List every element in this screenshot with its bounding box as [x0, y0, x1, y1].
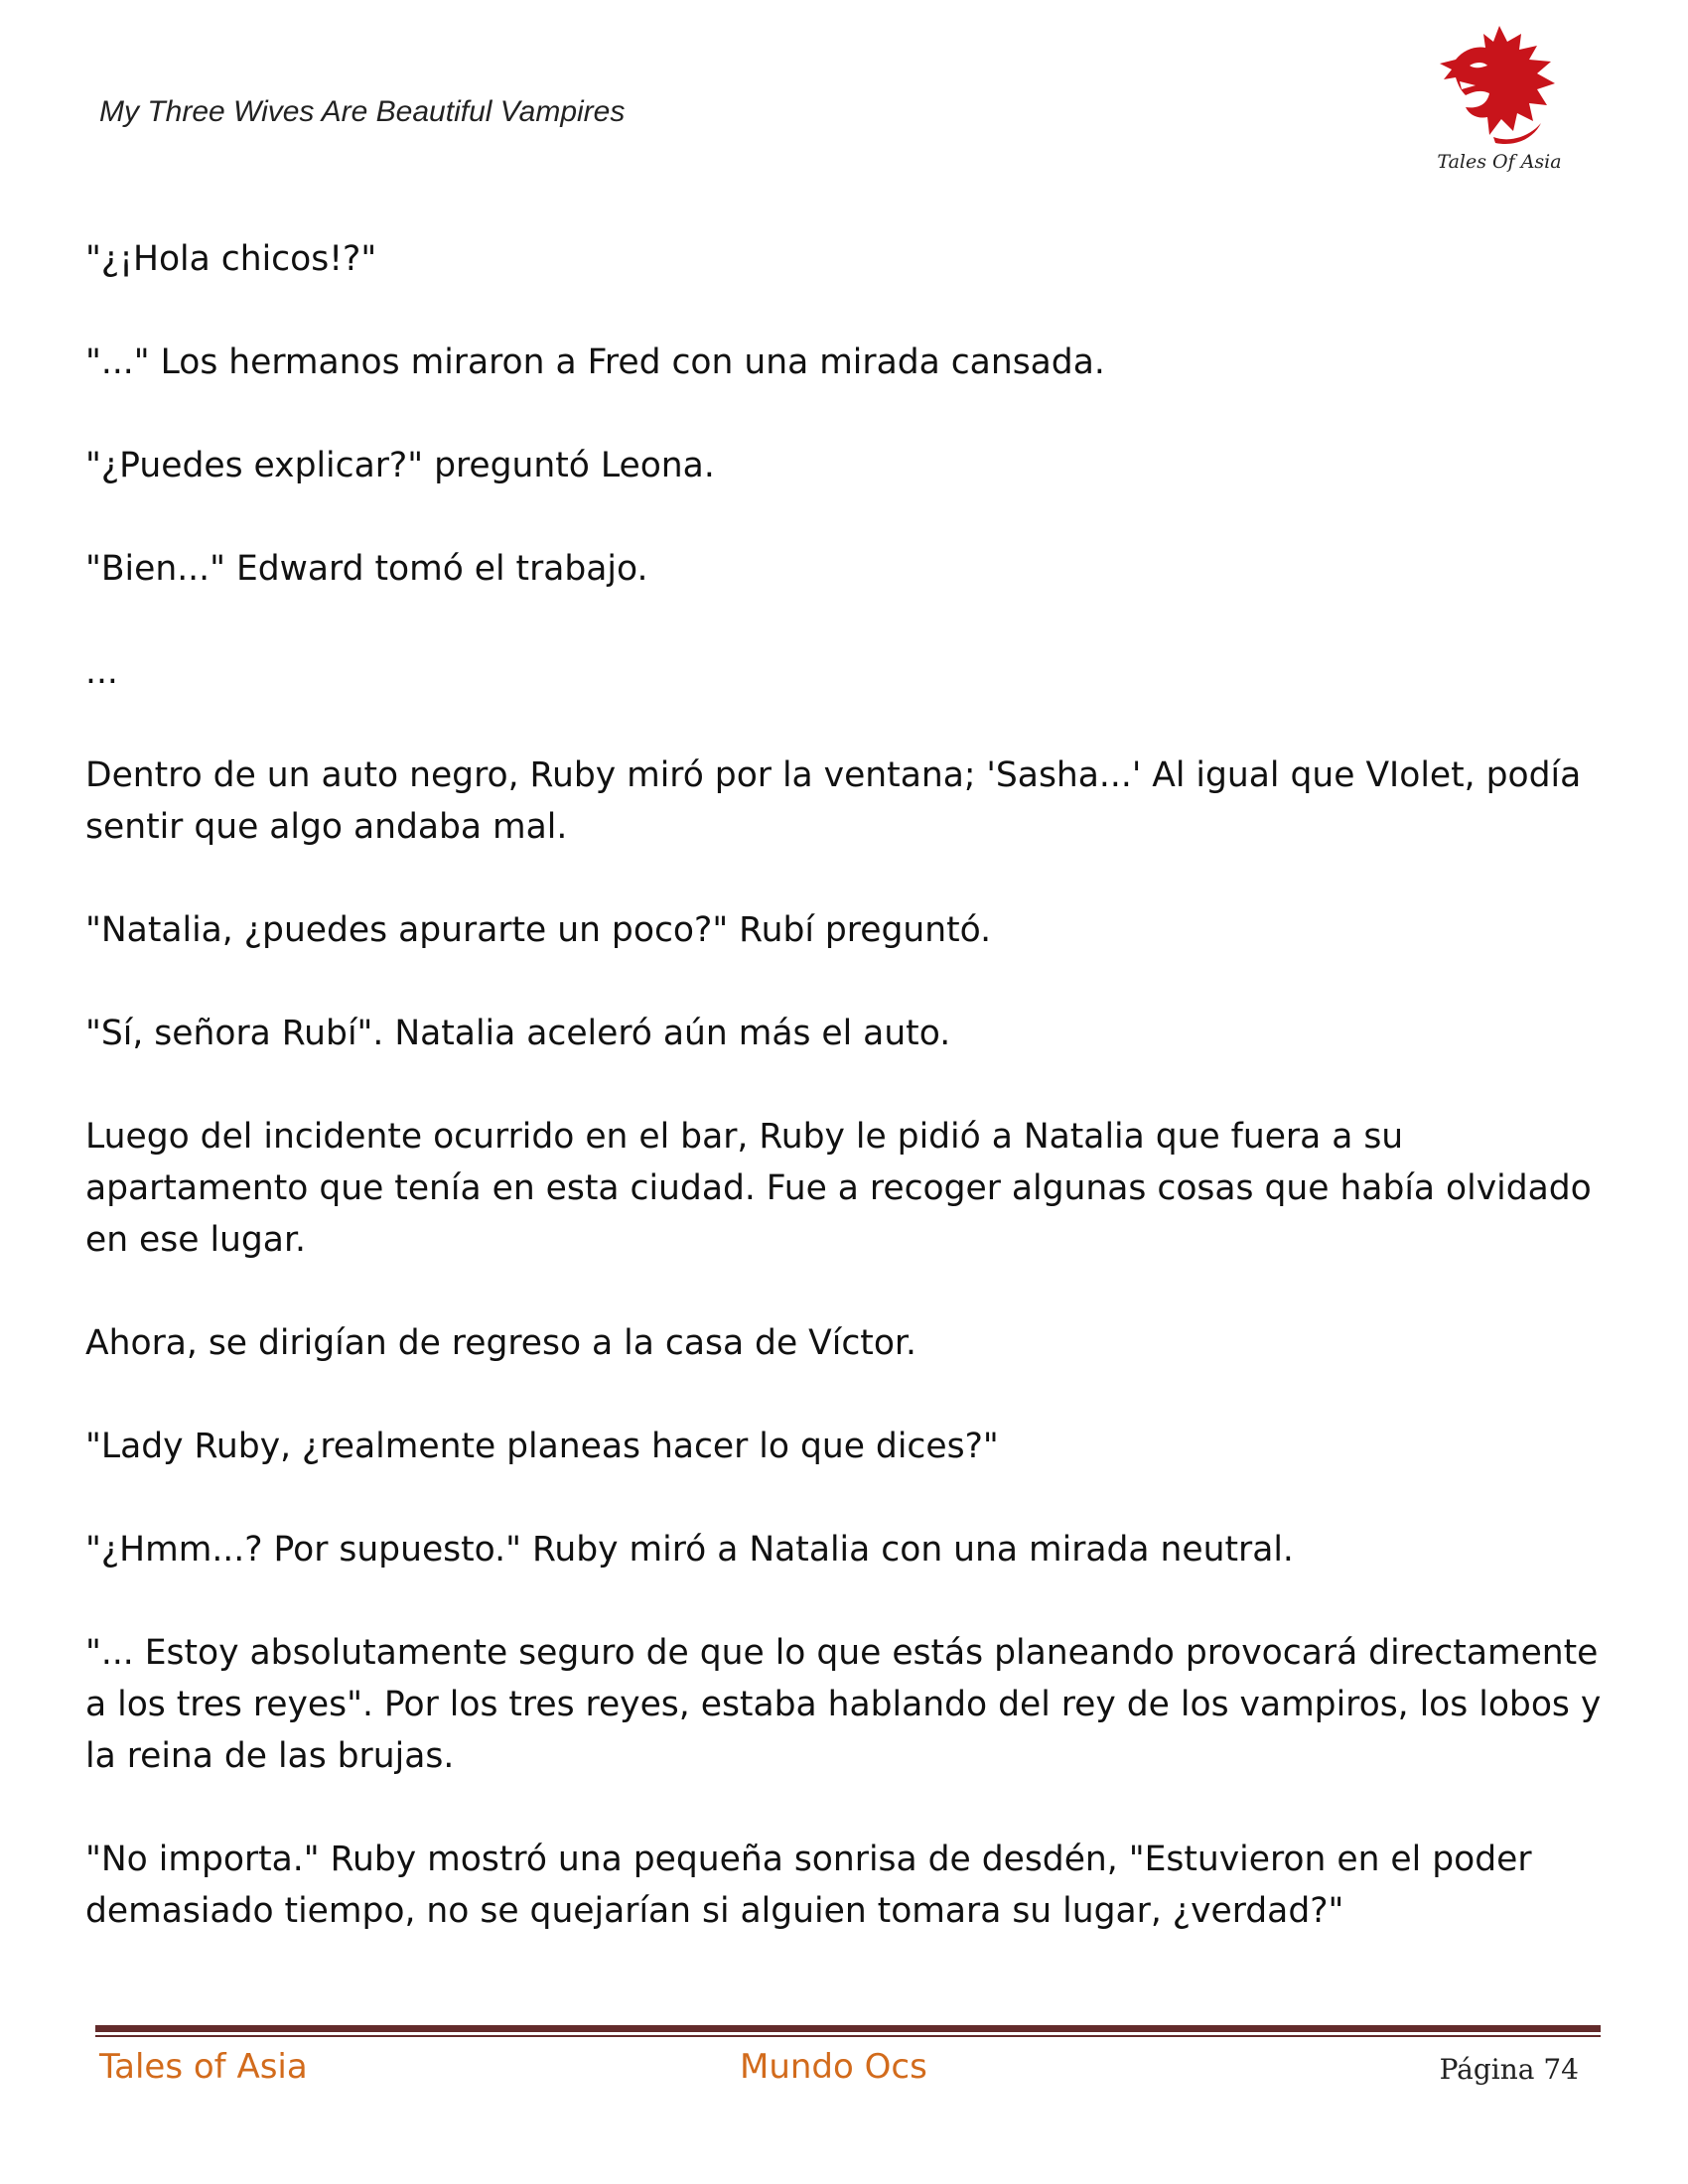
paragraph: Ahora, se dirigían de regreso a la casa de Víctor.	[85, 1323, 916, 1363]
paragraph: ...	[85, 652, 118, 692]
paragraph: "No importa." Ruby mostró una pequeña sonrisa de desdén, "Estuvieron en el poder demasiado tiempo, no se quejarían si alguien tomara su lugar, ¿verdad?"	[85, 1840, 1532, 1931]
paragraph: Luego del incidente ocurrido en el bar, Ruby le pidió a Natalia que fuera a su apartamento que tenía en esta ciudad. Fue a recoger algunas cosas que había olvidado en ese lugar.	[85, 1117, 1592, 1260]
paragraph: Dentro de un auto negro, Ruby miró por la ventana; 'Sasha...' Al igual que VIolet, podía sentir que algo andaba mal.	[85, 755, 1582, 847]
paragraph: "Natalia, ¿puedes apurarte un poco?" Rubí preguntó.	[85, 910, 992, 950]
logo-text: Tales Of Asia	[1437, 151, 1562, 173]
footer-divider	[95, 2025, 1601, 2037]
document-title: My Three Wives Are Beautiful Vampires	[99, 95, 626, 128]
paragraph: "¿Hmm...? Por supuesto." Ruby miró a Natalia con una mirada neutral.	[85, 1530, 1294, 1570]
footer-publisher: Tales of Asia	[99, 2047, 308, 2087]
body-text	[85, 233, 1615, 1988]
paragraph: "... Estoy absolutamente seguro de que lo que estás planeando provocará directamente a los tres reyes". Por los tres reyes, estaba hablando del rey de los vampiros, los lobos y la reina de las brujas.	[85, 1633, 1602, 1776]
red-dragon-icon	[1430, 20, 1569, 149]
publisher-logo	[1430, 20, 1569, 184]
paragraph: "..." Los hermanos miraron a Fred con una mirada cansada.	[85, 342, 1105, 382]
paragraph: "Lady Ruby, ¿realmente planeas hacer lo que dices?"	[85, 1427, 999, 1466]
footer-translator: Mundo Ocs	[740, 2047, 927, 2087]
paragraph: "¿¡Hola chicos!?"	[85, 239, 377, 279]
page-number: Página 74	[1439, 2053, 1579, 2086]
paragraph: "¿Puedes explicar?" preguntó Leona.	[85, 446, 715, 485]
paragraph: "Sí, señora Rubí". Natalia aceleró aún más el auto.	[85, 1014, 951, 1053]
paragraph: "Bien..." Edward tomó el trabajo.	[85, 549, 648, 589]
